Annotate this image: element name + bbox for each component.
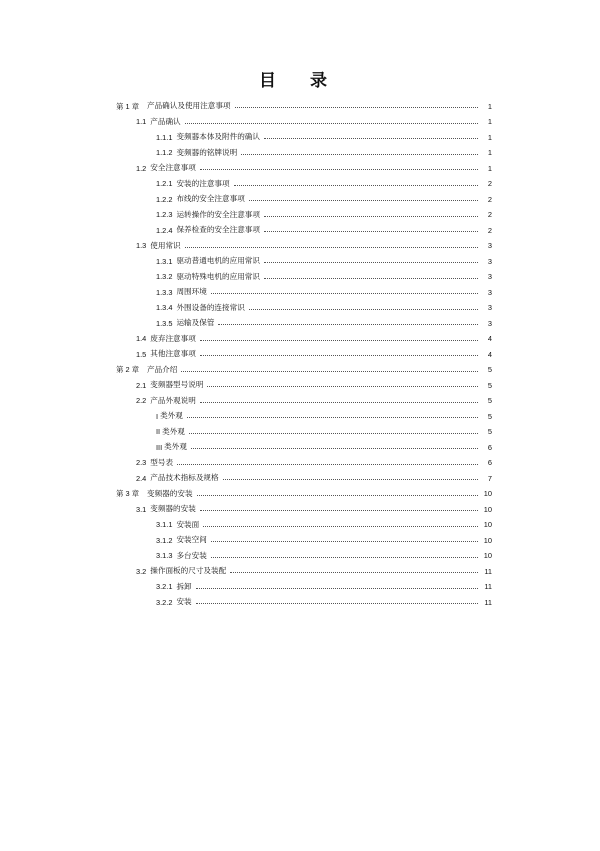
toc-entry-page: 2 [487, 194, 492, 204]
toc-entry-label: 产品确认 [150, 116, 181, 126]
toc-entry-page: 10 [483, 535, 492, 545]
toc-entry[interactable] [156, 143, 492, 157]
toc-entry-page: 3 [487, 303, 492, 313]
toc-entry-label: 拆卸 [176, 581, 192, 591]
toc-entry-page: 1 [487, 101, 492, 111]
toc-entry-page: 7 [487, 473, 492, 483]
toc-entry-page: 6 [487, 442, 492, 452]
toc-leader-dots [249, 199, 478, 201]
toc-entry-label: 运转操作的安全注意事项 [176, 209, 260, 219]
toc-entry-label: 类外观 [162, 426, 185, 436]
toc-leader-dots [196, 587, 478, 589]
toc-entry[interactable] [136, 112, 492, 126]
toc-entry-label: 类外观 [164, 442, 187, 452]
toc-entry-page: 3 [487, 272, 492, 282]
toc-entry-label: 变频器本体及附件的确认 [176, 132, 260, 142]
toc-leader-dots [241, 153, 478, 155]
toc-entry-label: 变频器的安装 [150, 504, 196, 514]
toc-entry-page: 10 [483, 551, 492, 561]
toc-entry-label: 多台安装 [176, 550, 207, 560]
toc-entry-page: 4 [487, 334, 492, 344]
toc-entry-number: 1.3.5 [156, 318, 173, 328]
toc-entry-number: 1.2.4 [156, 225, 173, 235]
toc-entry-number: 3.1.3 [156, 551, 173, 561]
toc-entry[interactable] [156, 220, 492, 234]
toc-entry-label: 运输及保管 [176, 318, 215, 328]
toc-entry[interactable] [116, 484, 492, 498]
toc-leader-dots [230, 571, 478, 573]
toc-entry-page: 5 [487, 427, 492, 437]
toc-entry-number: 1.4 [136, 334, 147, 344]
toc-entry[interactable] [156, 437, 492, 451]
toc-entry-label: 外围设备的连接常识 [176, 302, 245, 312]
toc-leader-dots [203, 525, 478, 527]
toc-entry-number: III [156, 442, 163, 452]
toc-entry-number: 2.4 [136, 473, 147, 483]
toc-entry-label: 操作面板的尺寸及装配 [150, 566, 227, 576]
toc-entry[interactable] [116, 360, 492, 374]
toc-entry[interactable] [156, 282, 492, 296]
toc-entry-label: 安全注意事项 [150, 163, 196, 173]
toc-entry-number: 1.1.1 [156, 132, 173, 142]
toc-leader-dots [189, 432, 478, 434]
toc-entry-page: 1 [487, 148, 492, 158]
toc-leader-dots [264, 277, 478, 279]
toc-entry-number: 2.2 [136, 396, 147, 406]
toc-entry[interactable] [136, 561, 492, 575]
toc-leader-dots [196, 602, 478, 604]
toc-entry[interactable] [136, 344, 492, 358]
toc-entry-label: 安装 [176, 597, 192, 607]
toc-entry-label: 产品技术指标及规格 [150, 473, 219, 483]
toc-entry-page: 1 [487, 117, 492, 127]
toc-entry-number: 第 2 章 [116, 365, 139, 375]
toc-leader-dots [264, 215, 478, 217]
toc-entry[interactable] [156, 267, 492, 281]
toc-leader-dots [264, 137, 478, 139]
toc-leader-dots [207, 385, 478, 387]
toc-entry-label: 废弃注意事项 [150, 333, 196, 343]
toc-entry-page: 11 [484, 582, 492, 592]
toc-leader-dots [197, 494, 478, 496]
toc-entry-page: 10 [483, 504, 492, 514]
toc-entry[interactable] [136, 453, 492, 467]
toc-entry-page: 11 [484, 566, 492, 576]
toc-entry[interactable] [156, 189, 492, 203]
toc-entry-number: 1.3.3 [156, 287, 173, 297]
toc-entry-number: 1.3.2 [156, 272, 173, 282]
toc-leader-dots [177, 463, 478, 465]
toc-entry-page: 5 [487, 365, 492, 375]
toc-entry-label: 其他注意事项 [150, 349, 196, 359]
toc-entry[interactable] [156, 592, 492, 606]
toc-entry[interactable] [136, 499, 492, 513]
toc-entry-number: 1.2.1 [156, 179, 173, 189]
toc-entry-page: 5 [487, 380, 492, 390]
toc-entry-page: 1 [487, 132, 492, 142]
toc-leader-dots [185, 122, 478, 124]
toc-leader-dots [264, 230, 478, 232]
toc-entry-label: 类外观 [160, 411, 183, 421]
toc-entry[interactable] [136, 468, 492, 482]
toc-entry-page: 3 [487, 256, 492, 266]
toc-leader-dots [223, 478, 478, 480]
toc-entry-label: 变频器型号说明 [150, 380, 204, 390]
toc-entry-number: 1.2.3 [156, 210, 173, 220]
toc-entry[interactable] [156, 298, 492, 312]
toc-entry-number: II [156, 427, 161, 437]
toc-entry-label: 安装空间 [176, 535, 207, 545]
toc-entry[interactable] [156, 251, 492, 265]
toc-entry-label: 保养检查的安全注意事项 [176, 225, 260, 235]
page-title: 目 录 [259, 71, 341, 91]
toc-leader-dots [181, 370, 478, 372]
toc-entry-label: 型号表 [150, 457, 174, 467]
toc-entry[interactable] [156, 577, 492, 591]
toc-entry-number: 1.5 [136, 349, 147, 359]
toc-entry-number: 1.2.2 [156, 194, 173, 204]
toc-entry-page: 2 [487, 210, 492, 220]
toc-entry-number: 3.2.1 [156, 582, 173, 592]
toc-entry[interactable] [136, 158, 492, 172]
toc-entry-number: 1.3.1 [156, 256, 173, 266]
toc-entry-number: 3.1 [136, 504, 147, 514]
toc-leader-dots [249, 308, 478, 310]
toc-entry-label: 使用常识 [150, 240, 181, 250]
toc-entry-number: 第 3 章 [116, 489, 139, 499]
toc-entry[interactable] [156, 127, 492, 141]
toc-entry-label: 产品确认及使用注意事项 [147, 101, 231, 111]
toc-leader-dots [234, 184, 478, 186]
toc-leader-dots [211, 556, 478, 558]
toc-entry-page: 10 [483, 520, 492, 530]
toc-entry-page: 2 [487, 179, 492, 189]
toc-entry[interactable] [156, 313, 492, 327]
toc-entry-page: 5 [487, 411, 492, 421]
toc-entry-number: 3.1.2 [156, 535, 173, 545]
toc-entry-label: 驱动普通电机的应用常识 [176, 256, 260, 266]
toc-leader-dots [185, 246, 478, 248]
toc-entry-number: 1.1 [136, 117, 147, 127]
toc-entry-page: 3 [487, 287, 492, 297]
toc-entry-number: 2.1 [136, 380, 147, 390]
toc-entry-page: 10 [483, 489, 492, 499]
toc-leader-dots [218, 323, 478, 325]
toc-entry-label: 变频器的安装 [147, 488, 193, 498]
toc-leader-dots [264, 261, 478, 263]
toc-entry[interactable] [156, 515, 492, 529]
toc-entry-label: 驱动特殊电机的应用常识 [176, 271, 260, 281]
toc-entry-label: 变频器的铭牌说明 [176, 147, 238, 157]
toc-entry[interactable] [156, 422, 492, 436]
toc-entry-page: 3 [487, 318, 492, 328]
toc-leader-dots [211, 540, 478, 542]
toc-entry-number: 3.2 [136, 566, 147, 576]
toc-leader-dots [200, 401, 478, 403]
toc-entry-label: 产品外观说明 [150, 395, 196, 405]
toc-entry[interactable] [116, 96, 492, 110]
toc-entry-label: 安装面 [176, 519, 200, 529]
toc-entry-page: 2 [487, 225, 492, 235]
toc-entry[interactable] [136, 375, 492, 389]
toc-entry[interactable] [156, 174, 492, 188]
toc-entry-label: 产品介绍 [147, 364, 178, 374]
toc-entry-number: 1.2 [136, 163, 147, 173]
toc-entry-page: 1 [487, 163, 492, 173]
toc-entry-page: 3 [487, 241, 492, 251]
toc-entry-page: 4 [487, 349, 492, 359]
toc-entry[interactable] [156, 205, 492, 219]
toc-leader-dots [235, 106, 478, 108]
toc-entry-number: 1.1.2 [156, 148, 173, 158]
toc-entry[interactable] [136, 236, 492, 250]
toc-leader-dots [191, 447, 478, 449]
toc-entry-label: 布线的安全注意事项 [176, 194, 245, 204]
toc-leader-dots [200, 509, 478, 511]
toc-entry-page: 11 [484, 597, 492, 607]
toc-entry[interactable] [156, 530, 492, 544]
toc-entry-label: 周围环境 [176, 287, 207, 297]
toc-entry-number: 2.3 [136, 458, 147, 468]
toc-entry[interactable] [156, 406, 492, 420]
toc-entry[interactable] [136, 329, 492, 343]
toc-entry-number: 1.3.4 [156, 303, 173, 313]
toc-leader-dots [211, 292, 478, 294]
toc-entry-number: 3.1.1 [156, 520, 173, 530]
toc-entry[interactable] [156, 546, 492, 560]
toc-entry-number: 3.2.2 [156, 597, 173, 607]
toc-leader-dots [200, 339, 478, 341]
toc-entry-page: 6 [487, 458, 492, 468]
toc-leader-dots [200, 354, 478, 356]
toc-leader-dots [187, 416, 478, 418]
toc-entry[interactable] [136, 391, 492, 405]
toc-entry-page: 5 [487, 396, 492, 406]
toc-entry-number: I [156, 411, 159, 421]
toc-leader-dots [200, 168, 478, 170]
toc-entry-number: 1.3 [136, 241, 147, 251]
toc-entry-label: 安装的注意事项 [176, 178, 230, 188]
toc-entry-number: 第 1 章 [116, 101, 139, 111]
